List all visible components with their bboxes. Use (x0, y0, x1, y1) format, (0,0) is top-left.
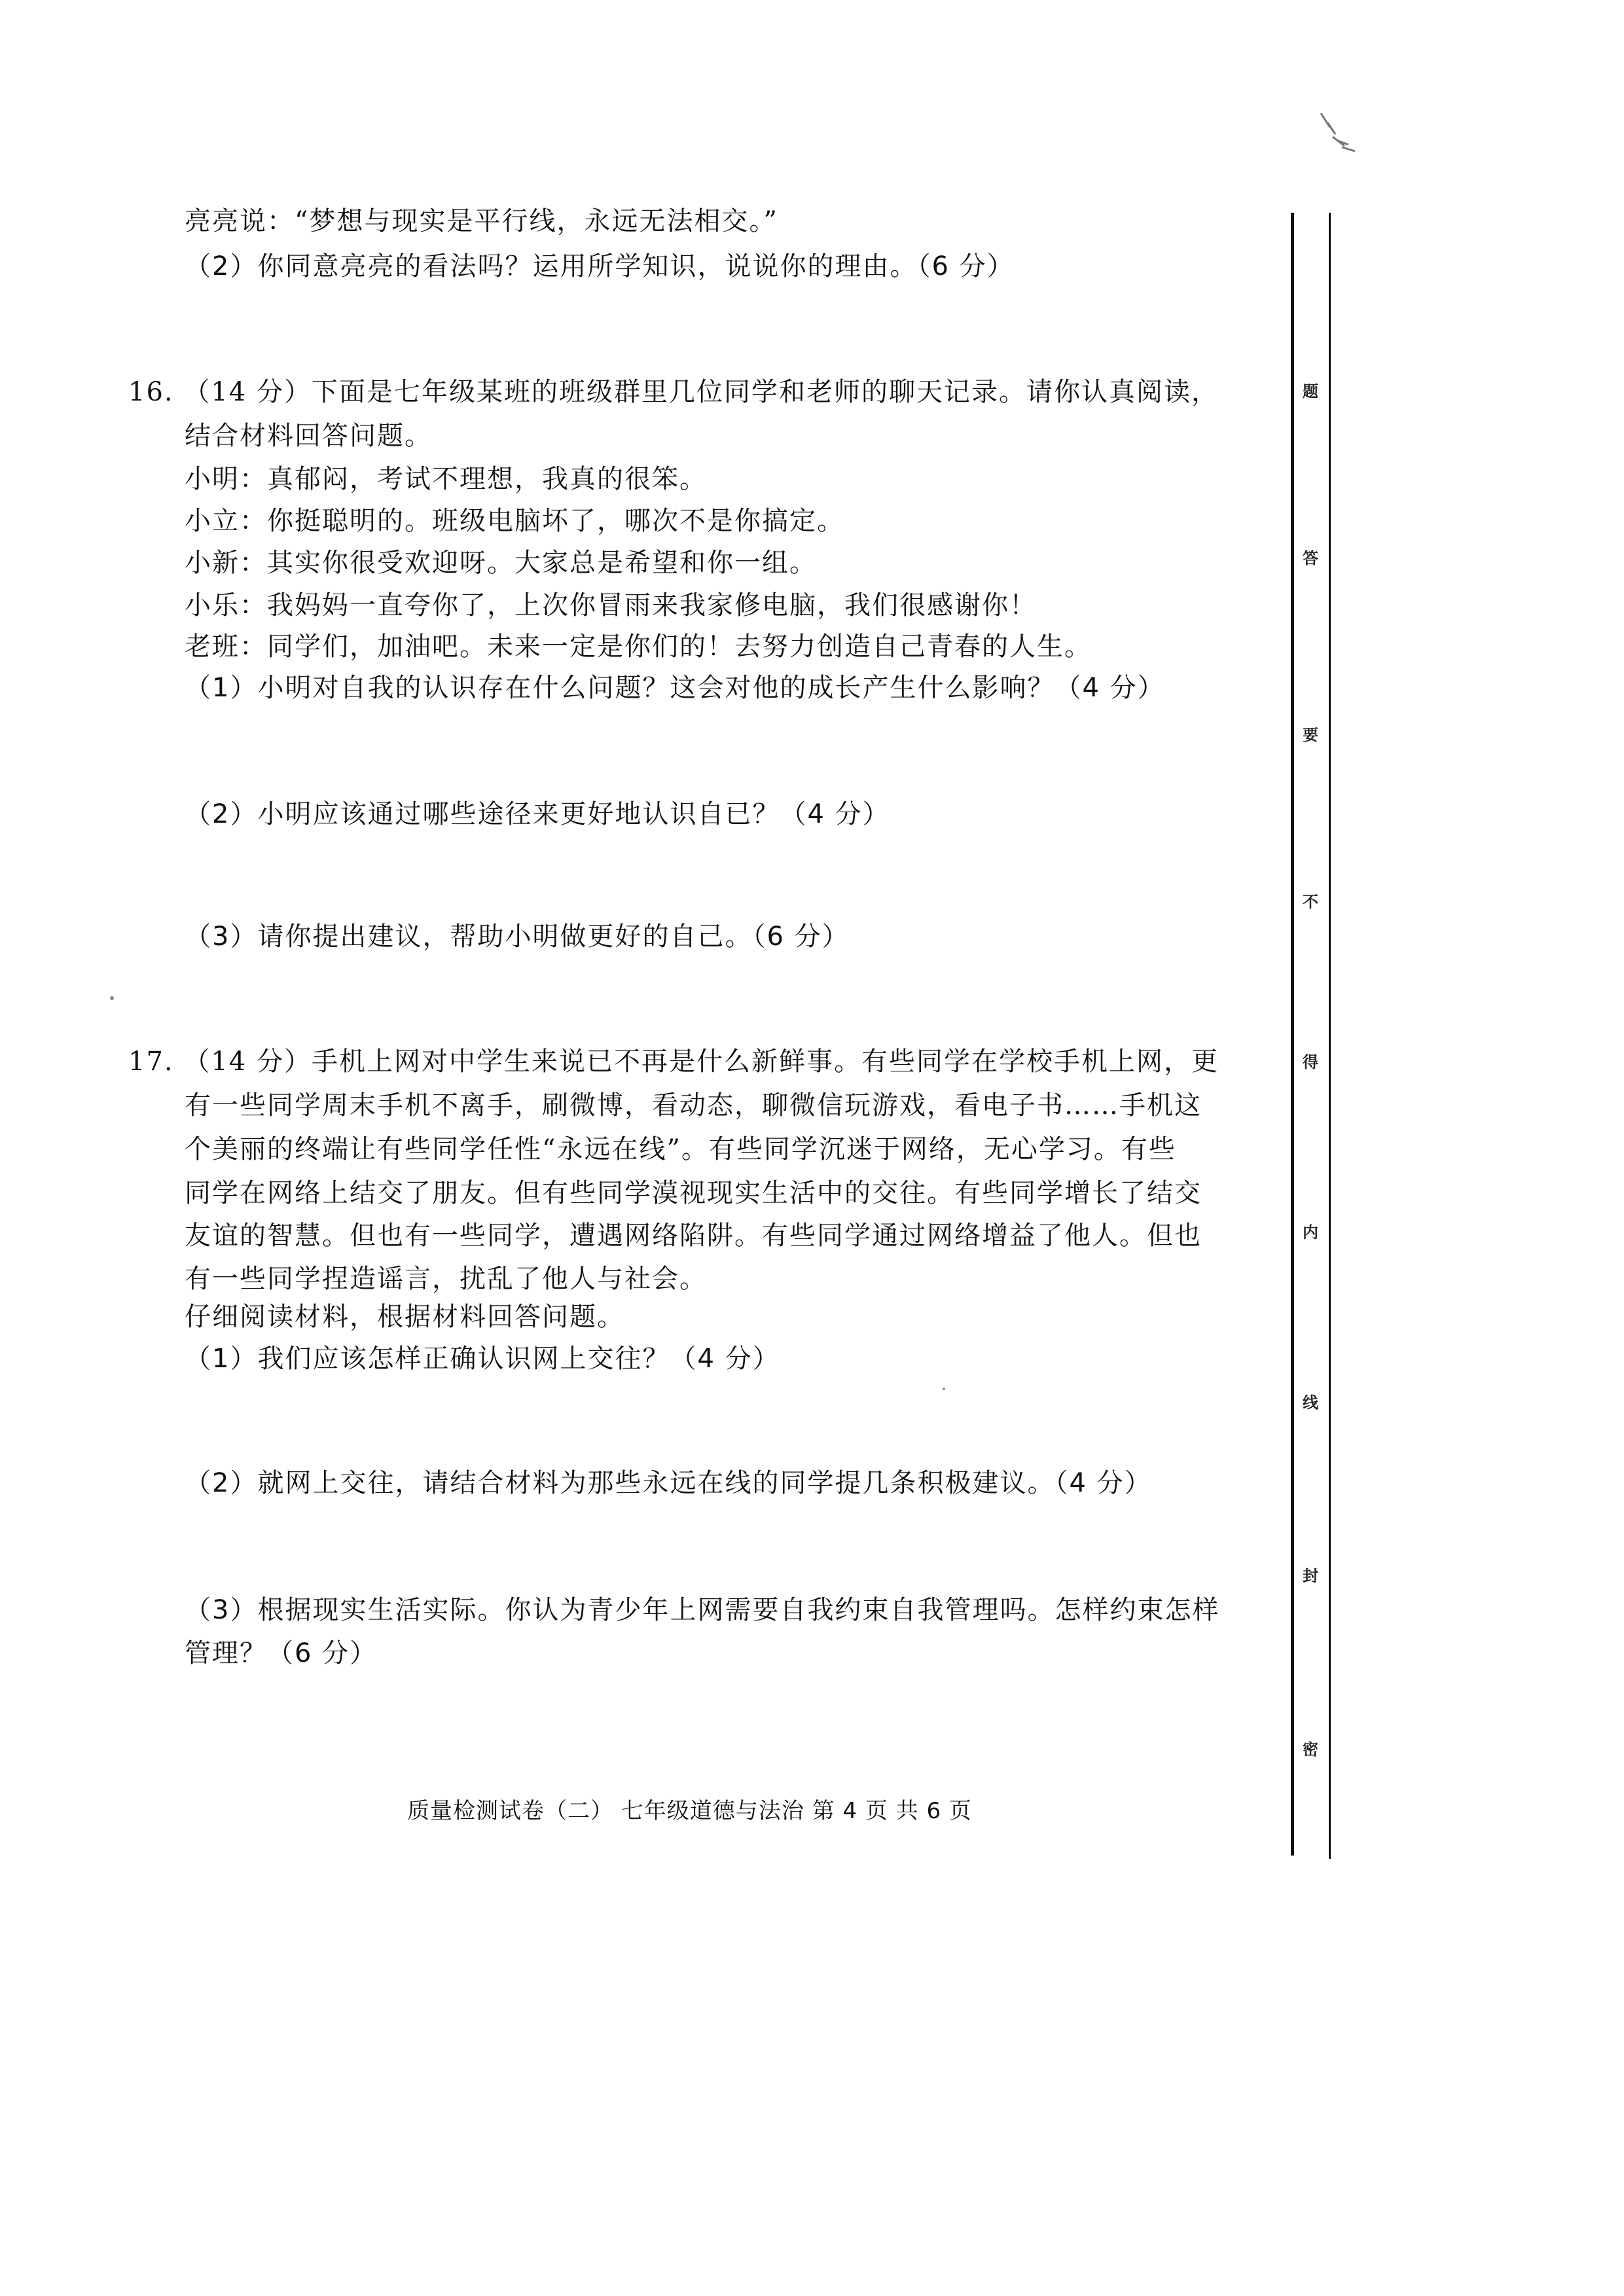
chat-line: 小立：你挺聪明的。班级电脑坏了，哪次不是你搞定。 (185, 506, 844, 536)
chat-line: 老班：同学们，加油吧。未来一定是你们的！去努力创造自己青春的人生。 (185, 632, 1092, 662)
q16-sub-question-1: （1）小明对自我的认识存在什么问题？这会对他的成长产生什么影响？（4 分） (185, 673, 1165, 703)
q17-sub-question-1: （1）我们应该怎样正确认识网上交往？（4 分） (185, 1344, 780, 1374)
q17-stem-line: 有一些同学周末手机不离手，刷微博，看动态，聊微信玩游戏，看电子书……手机这 (185, 1090, 1202, 1121)
q17-instruction: 仔细阅读材料，根据材料回答问题。 (185, 1302, 624, 1332)
binding-line-right (1329, 213, 1331, 1859)
chat-line: 小乐：我妈妈一直夸你了，上次你冒雨来我家修电脑，我们很感谢你！ (185, 590, 1037, 620)
q17-stem-line: 个美丽的终端让有些同学任性“永远在线”。有些同学沉迷于网络，无心学习。有些 (185, 1134, 1176, 1164)
seal-char: 线 (1303, 1393, 1318, 1412)
q16-sub-question-2: （2）小明应该通过哪些途径来更好地认识自已？（4 分） (185, 799, 890, 829)
seal-char: 得 (1303, 1053, 1318, 1071)
seal-char: 内 (1303, 1223, 1318, 1242)
seal-char: 封 (1303, 1567, 1318, 1585)
chat-line: 小明：真郁闷，考试不理想，我真的很笨。 (185, 464, 707, 494)
q17-stem-line: 同学在网络上结交了朋友。但有些同学漠视现实生活中的交往。有些同学增长了结交 (185, 1178, 1202, 1208)
q17-stem-line: 有一些同学捏造谣言，扰乱了他人与社会。 (185, 1264, 707, 1294)
binding-line-left (1291, 213, 1294, 1856)
seal-char: 要 (1303, 726, 1318, 744)
q17-stem-line: 17. （14 分）手机上网对中学生来说已不再是什么新鲜事。有些同学在学校手机上网，更 (128, 1047, 1219, 1077)
q17-sub-question-3-line-2: 管理？（6 分） (185, 1638, 378, 1668)
q16-stem-line-2: 结合材料回答问题。 (185, 421, 432, 451)
seal-char: 不 (1303, 893, 1318, 911)
q17-sub-question-2: （2）就网上交往，请结合材料为那些永远在线的同学提几条积极建议。（4 分） (185, 1468, 1152, 1498)
q17-stem-line: 友谊的智慧。但也有一些同学，遭遇网络陷阱。有些同学通过网络增益了他人。但也 (185, 1221, 1202, 1251)
q15-quote: 亮亮说：“梦想与现实是平行线，永远无法相交。” (185, 206, 778, 236)
scan-artifact (1316, 108, 1362, 160)
seal-char: 答 (1303, 549, 1318, 567)
seal-char: 题 (1303, 382, 1318, 401)
q15-sub-question-2: （2）你同意亮亮的看法吗？运用所学知识，说说你的理由。（6 分） (185, 251, 1015, 281)
seal-char: 密 (1303, 1740, 1318, 1759)
page-footer: 质量检测试卷（二） 七年级道德与法治 第 4 页 共 6 页 (407, 1798, 972, 1824)
scan-speck (110, 996, 114, 1000)
chat-line: 小新：其实你很受欢迎呀。大家总是希望和你一组。 (185, 548, 817, 578)
q16-sub-question-3: （3）请你提出建议，帮助小明做更好的自己。（6 分） (185, 922, 850, 952)
q17-sub-question-3-line-1: （3）根据现实生活实际。你认为青少年上网需要自我约束自我管理吗。怎样约束怎样 (185, 1595, 1220, 1625)
scan-speck (943, 1388, 945, 1390)
q16-stem-line-1: 16. （14 分）下面是七年级某班的班级群里几位同学和老师的聊天记录。请你认真阅读， (128, 377, 1219, 407)
